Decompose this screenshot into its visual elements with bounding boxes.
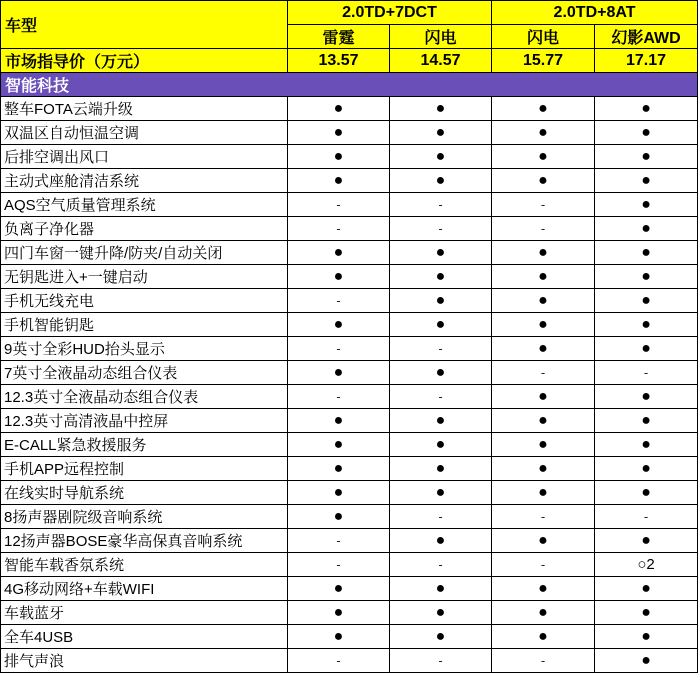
price-value: 14.57 [390,49,492,73]
feature-value: ● [390,289,492,313]
feature-value: ● [595,145,698,169]
feature-value: ● [390,457,492,481]
feature-value: ● [492,409,595,433]
feature-value: ● [595,265,698,289]
group-header: 2.0TD+8AT [492,1,698,25]
feature-value: ● [595,433,698,457]
feature-value: ● [288,601,390,625]
feature-name: 整车FOTA云端升级 [1,97,288,121]
feature-name: 主动式座舱清洁系统 [1,169,288,193]
feature-name: 车载蓝牙 [1,601,288,625]
feature-value: ● [390,409,492,433]
feature-value: ● [288,577,390,601]
table-row [1,241,698,265]
feature-value: ● [288,361,390,385]
feature-name: 四门车窗一键升降/防夹/自动关闭 [1,241,288,265]
table-row [1,481,698,505]
feature-value: ● [492,433,595,457]
table-row [1,553,698,577]
feature-value: ● [390,625,492,649]
trim-header: 闪电 [492,25,595,49]
feature-value: ● [595,577,698,601]
feature-name: 12.3英寸高清液晶中控屏 [1,409,288,433]
feature-value: ● [288,169,390,193]
feature-value: ● [390,481,492,505]
feature-value: ● [288,97,390,121]
feature-value: ● [288,241,390,265]
feature-value: ● [595,601,698,625]
feature-value: ● [288,625,390,649]
feature-value: ● [288,433,390,457]
feature-value: ● [390,529,492,553]
feature-value: ● [390,241,492,265]
feature-value: ● [288,121,390,145]
trim-header: 幻影AWD [595,25,698,49]
feature-name: 手机无线充电 [1,289,288,313]
feature-name: 无钥匙进入+一键启动 [1,265,288,289]
feature-value: ● [390,313,492,337]
section-row [1,73,698,97]
feature-value: ● [288,145,390,169]
feature-value: ● [492,97,595,121]
table-row [1,529,698,553]
table-row [1,337,698,361]
feature-value: ● [595,529,698,553]
feature-name: 9英寸全彩HUD抬头显示 [1,337,288,361]
table-row [1,433,698,457]
feature-value: - [288,217,390,241]
table-row [1,361,698,385]
feature-value: ● [390,121,492,145]
feature-value: ● [595,241,698,265]
feature-name: 在线实时导航系统 [1,481,288,505]
table-row [1,385,698,409]
feature-value: ● [288,313,390,337]
feature-value: ● [492,481,595,505]
feature-name: E-CALL紧急救援服务 [1,433,288,457]
table-row [1,121,698,145]
feature-value: - [492,649,595,673]
table-row [1,457,698,481]
feature-name: 智能车载香氛系统 [1,553,288,577]
feature-value: ● [595,97,698,121]
feature-name: 负离子净化器 [1,217,288,241]
header-row-groups [1,1,698,25]
feature-name: 排气声浪 [1,649,288,673]
feature-name: 双温区自动恒温空调 [1,121,288,145]
trim-header: 雷霆 [288,25,390,49]
feature-value: - [492,361,595,385]
price-row [1,49,698,73]
feature-value: ● [595,481,698,505]
feature-value: ● [595,457,698,481]
feature-value: ● [390,433,492,457]
feature-value: ● [390,361,492,385]
feature-value: - [288,529,390,553]
feature-value: ● [595,337,698,361]
feature-value: ● [390,265,492,289]
model-label: 车型 [1,1,288,49]
feature-value: ● [492,241,595,265]
feature-value: - [492,217,595,241]
feature-value: ● [288,505,390,529]
feature-value: - [288,289,390,313]
table-row [1,601,698,625]
feature-name: 手机APP远程控制 [1,457,288,481]
table-row [1,217,698,241]
feature-value: ● [595,169,698,193]
feature-value: - [390,217,492,241]
table-row [1,193,698,217]
table-row [1,313,698,337]
table-row [1,577,698,601]
feature-value: ● [492,169,595,193]
feature-value: ● [595,289,698,313]
feature-value: ● [492,289,595,313]
price-value: 17.17 [595,49,698,73]
feature-value: - [390,553,492,577]
feature-value: ● [492,313,595,337]
feature-value: ● [492,145,595,169]
feature-value: - [390,337,492,361]
feature-value: ● [492,337,595,361]
feature-value: ● [595,217,698,241]
feature-value: ● [492,121,595,145]
feature-name: 8扬声器剧院级音响系统 [1,505,288,529]
table-row [1,409,698,433]
table-row [1,505,698,529]
section-title: 智能科技 [1,73,698,97]
group-header: 2.0TD+7DCT [288,1,492,25]
feature-value: - [492,193,595,217]
table-row [1,649,698,673]
feature-name: 7英寸全液晶动态组合仪表 [1,361,288,385]
feature-value: - [288,649,390,673]
feature-value: - [288,193,390,217]
feature-value: ● [390,145,492,169]
feature-value: - [390,649,492,673]
feature-value: - [390,193,492,217]
feature-value: ● [492,601,595,625]
feature-value: ● [595,121,698,145]
feature-value: - [492,505,595,529]
feature-value: ● [390,169,492,193]
feature-value: - [288,553,390,577]
feature-value: ● [492,625,595,649]
feature-value: ● [390,601,492,625]
table-row [1,145,698,169]
feature-value: ● [288,409,390,433]
feature-value: ● [492,385,595,409]
feature-value: ● [595,193,698,217]
feature-value: ● [492,457,595,481]
feature-value: - [595,505,698,529]
price-value: 13.57 [288,49,390,73]
feature-value: - [288,385,390,409]
feature-value: ● [288,265,390,289]
table-row [1,265,698,289]
feature-value: ● [595,313,698,337]
feature-name: 12扬声器BOSE豪华高保真音响系统 [1,529,288,553]
feature-value: ● [595,625,698,649]
feature-value: ○2 [595,553,698,577]
feature-value: ● [288,457,390,481]
feature-value: ● [390,97,492,121]
feature-name: 手机智能钥匙 [1,313,288,337]
feature-value: ● [390,577,492,601]
feature-value: ● [288,481,390,505]
feature-name: 12.3英寸全液晶动态组合仪表 [1,385,288,409]
feature-value: - [492,553,595,577]
feature-value: ● [595,385,698,409]
feature-name: 后排空调出风口 [1,145,288,169]
price-label: 市场指导价（万元） [1,49,288,73]
table-row [1,625,698,649]
table-row [1,289,698,313]
price-value: 15.77 [492,49,595,73]
feature-value: ● [492,577,595,601]
trim-header: 闪电 [390,25,492,49]
feature-value: ● [595,409,698,433]
feature-name: 全车4USB [1,625,288,649]
feature-value: ● [595,649,698,673]
feature-value: - [390,385,492,409]
feature-value: - [288,337,390,361]
feature-value: - [390,505,492,529]
feature-name: 4G移动网络+车载WIFI [1,577,288,601]
table-row [1,97,698,121]
feature-value: - [595,361,698,385]
feature-value: ● [492,265,595,289]
feature-value: ● [492,529,595,553]
table-row [1,169,698,193]
feature-name: AQS空气质量管理系统 [1,193,288,217]
